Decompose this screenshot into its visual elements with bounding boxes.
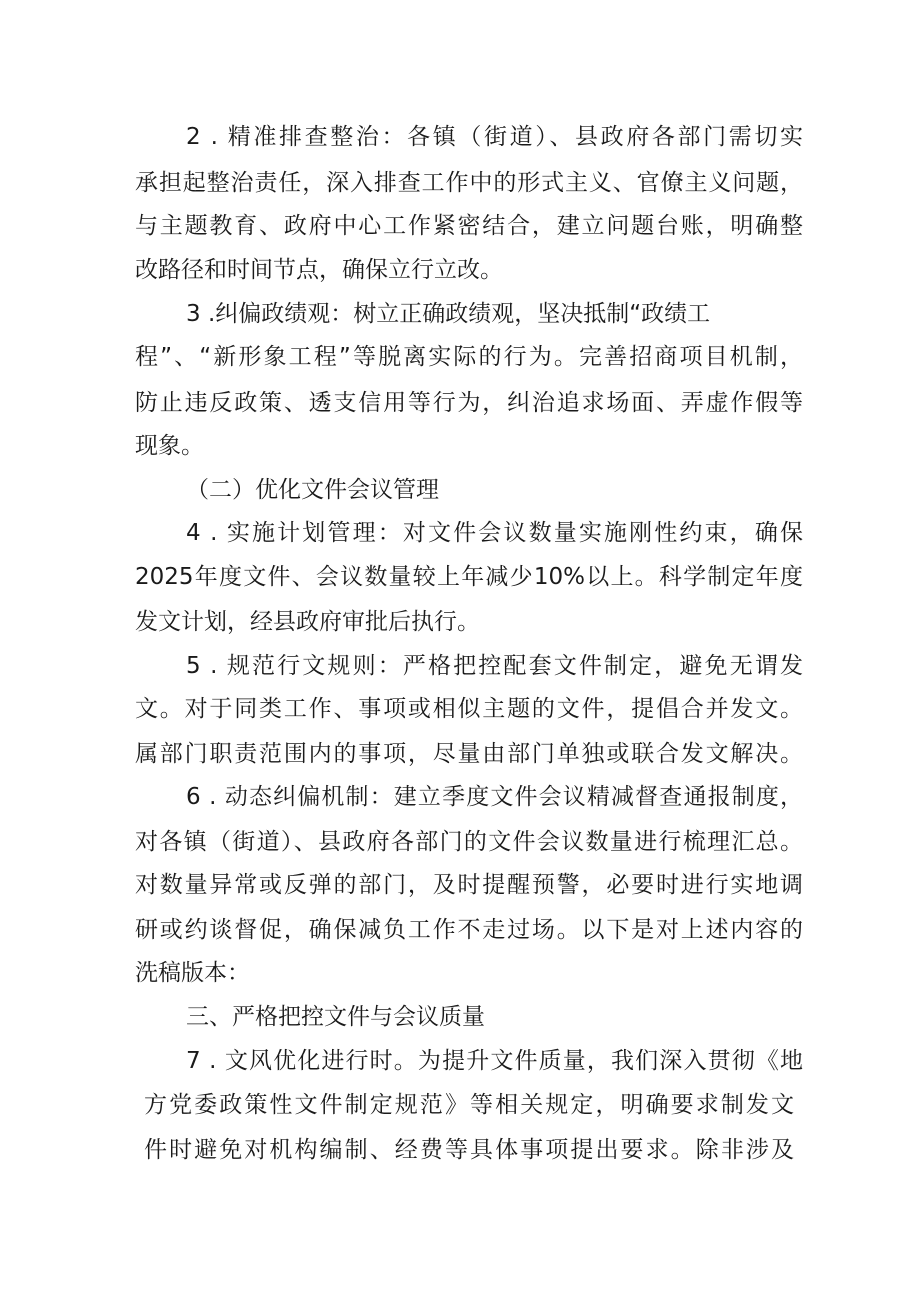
text-line: 方党委政策性文件制定规范》等相关规定，明确要求制发文 (144, 1092, 794, 1118)
text-line: 件时避免对机构编制、经费等具体事项提出要求。除非涉及 (144, 1137, 794, 1163)
text-line: 发文计划，经县政府审批后执行。 (135, 609, 480, 635)
section-heading: 三、严格把控文件与会议质量 (186, 1004, 485, 1030)
text-line: 7 . 文风优化进行时。为提升文件质量，我们深入贯彻《地 (186, 1048, 803, 1074)
text-line: 4 . 实施计划管理：对文件会议数量实施刚性约束，确保 (186, 520, 803, 546)
text-line: 2025年度文件、会议数量较上年减少10%以上。科学制定年度 (135, 564, 803, 590)
text-line: 属部门职责范围内的事项，尽量由部门单独或联合发文解决。 (135, 741, 803, 767)
text-line: 与主题教育、政府中心工作紧密结合，建立问题台账，明确整 (135, 213, 803, 239)
text-line: 研或约谈督促，确保减负工作不走过场。以下是对上述内容的 (135, 917, 803, 943)
text-line: 对数量异常或反弹的部门，及时提醒预警，必要时进行实地调 (135, 872, 803, 898)
text-line: 现象。 (135, 433, 204, 459)
text-line: 文。对于同类工作、事项或相似主题的文件，提倡合并发文。 (135, 696, 803, 722)
text-line: 3 .纠偏政绩观：树立正确政绩观，坚决抵制“政绩工 (186, 301, 711, 327)
text-line: 2 . 精准排查整治：各镇（街道）、县政府各部门需切实 (186, 124, 803, 150)
text-line: 6 . 动态纠偏机制：建立季度文件会议精减督查通报制度， (186, 784, 803, 810)
text-line: 承担起整治责任，深入排查工作中的形式主义、官僚主义问题， (135, 170, 803, 196)
text-line: 5 . 规范行文规则：严格把控配套文件制定，避免无谓发 (186, 653, 803, 679)
text-line: 对各镇（街道）、县政府各部门的文件会议数量进行梳理汇总。 (135, 829, 803, 855)
text-line: 改路径和时间节点，确保立行立改。 (135, 257, 503, 283)
text-line: 程”、“新形象工程”等脱离实际的行为。完善招商项目机制， (135, 344, 803, 370)
text-line: 洗稿版本： (135, 960, 250, 986)
text-line: 防止违反政策、透支信用等行为，纠治追求场面、弄虚作假等 (135, 390, 803, 416)
section-heading: （二）优化文件会议管理 (186, 477, 439, 503)
